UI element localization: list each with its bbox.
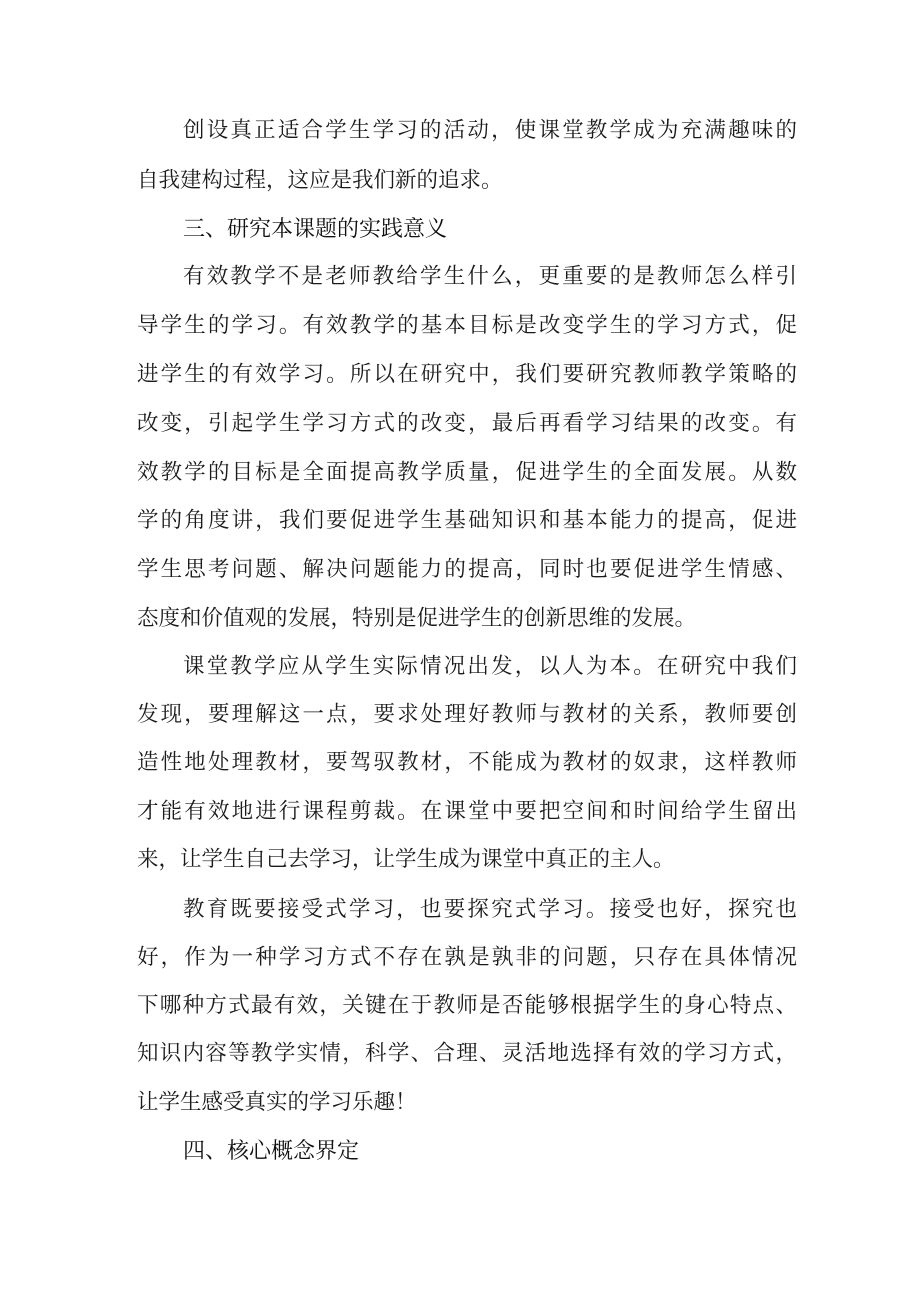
text-line: 下哪种方式最有效，关键在于教师是否能够根据学生的身心特点、 (137, 993, 797, 1018)
text-line: 才能有效地进行课程剪裁。在课堂中要把空间和时间给学生留出 (137, 799, 797, 824)
text-line: 创设真正适合学生学习的活动，使课堂教学成为充满趣味的 (183, 118, 797, 143)
text-line: 态度和价值观的发展，特别是促进学生的创新思维的发展。 (137, 606, 697, 631)
text-line: 进学生的有效学习。所以在研究中，我们要研究教师教学策略的 (137, 362, 797, 387)
text-line: 来，让学生自己去学习，让学生成为课堂中真正的主人。 (137, 847, 675, 872)
section-heading: 三、研究本课题的实践意义 (183, 217, 448, 242)
text-line: 效教学的目标是全面提高教学质量，促进学生的全面发展。从数 (137, 460, 797, 485)
text-line: 课堂教学应从学生实际情况出发，以人为本。在研究中我们 (183, 654, 797, 679)
text-line: 导学生的学习。有效教学的基本目标是改变学生的学习方式，促 (137, 313, 797, 338)
text-line: 学的角度讲，我们要促进学生基础知识和基本能力的提高，促进 (137, 508, 797, 533)
text-line: 让学生感受真实的学习乐趣！ (137, 1090, 417, 1115)
text-line: 改变，引起学生学习方式的改变，最后再看学习结果的改变。有 (137, 411, 797, 436)
text-line: 好，作为一种学习方式不存在孰是孰非的问题，只存在具体情况 (137, 945, 797, 970)
text-line: 自我建构过程，这应是我们新的追求。 (137, 168, 503, 193)
text-line: 有效教学不是老师教给学生什么，更重要的是教师怎么样引 (183, 264, 797, 289)
text-line: 发现，要理解这一点，要求处理好教师与教材的关系，教师要创 (137, 702, 797, 727)
text-line: 知识内容等教学实情，科学、合理、灵活地选择有效的学习方式， (137, 1041, 797, 1066)
text-line: 学生思考问题、解决问题能力的提高，同时也要促进学生情感、 (137, 557, 797, 582)
text-line: 造性地处理教材，要驾驭教材，不能成为教材的奴隶，这样教师 (137, 750, 797, 775)
section-heading: 四、核心概念界定 (183, 1139, 360, 1164)
text-line: 教育既要接受式学习，也要探究式学习。接受也好，探究也 (183, 897, 797, 922)
